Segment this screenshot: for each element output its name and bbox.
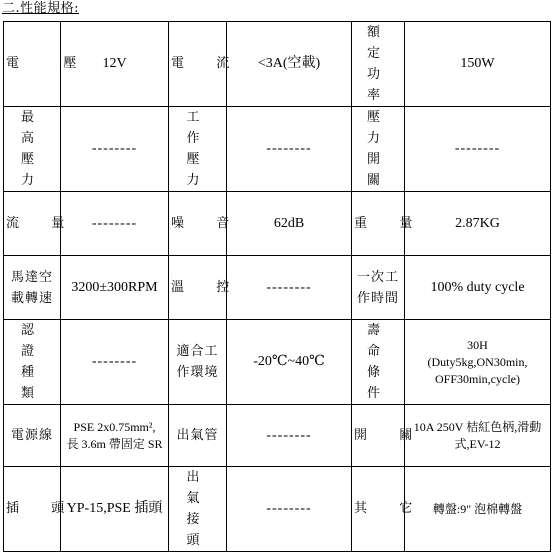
- table-row: [4, 467, 551, 552]
- table-row: [4, 320, 551, 405]
- value-duty-time: 100% duty cycle: [405, 256, 551, 320]
- label-lifetime-conditions: 壽 命 條 件: [352, 320, 405, 405]
- label-switch: 開 關: [352, 405, 405, 467]
- label-certification: 認 證 種 類: [4, 320, 61, 405]
- label-noise: 噪 音: [169, 192, 227, 256]
- value-air-hose: --------: [227, 405, 352, 467]
- value-switch: [405, 405, 551, 467]
- table-row: [4, 192, 551, 256]
- label-plug: 插 頭: [4, 467, 61, 552]
- value-pressure-switch: --------: [405, 107, 551, 192]
- value-motor-speed: 3200±300RPM: [61, 256, 169, 320]
- value-air-outlet-connector: --------: [227, 467, 352, 552]
- label-weight: 重 量: [352, 192, 405, 256]
- label-flow: 流 量: [4, 192, 61, 256]
- table-row: [4, 107, 551, 192]
- value-weight: 2.87KG: [405, 192, 551, 256]
- value-flow: --------: [61, 192, 169, 256]
- lifetime-duty: (Duty5kg,ON30min,: [427, 354, 528, 369]
- label-other: 其 它: [352, 467, 405, 552]
- label-rated-power: 額 定 功 率: [352, 22, 405, 107]
- switch-model: 式,EV-12: [454, 436, 501, 451]
- performance-spec-table: [3, 21, 551, 552]
- table-row: [4, 22, 551, 107]
- value-current: <3A(空載): [227, 22, 352, 107]
- lifetime-hours: 30H: [467, 337, 488, 352]
- value-working-pressure: --------: [227, 107, 352, 192]
- label-max-pressure: 最 高 壓 力: [4, 107, 61, 192]
- label-power-cord: 電源線: [4, 405, 61, 467]
- label-current: 電 流: [169, 22, 227, 107]
- table-row: [4, 405, 551, 467]
- power-cord-spec: PSE 2x0.75mm²,: [73, 419, 156, 434]
- label-voltage: 電 壓: [4, 22, 61, 107]
- power-cord-length: 長 3.6m 帶固定 SR: [66, 436, 163, 451]
- lifetime-cycle: OFF30min,cycle): [435, 371, 520, 386]
- label-temperature-control: 溫 控: [169, 256, 227, 320]
- label-motor-speed: 馬達空 載轉速: [4, 256, 61, 320]
- label-air-hose: 出氣管: [169, 405, 227, 467]
- label-pressure-switch: 壓 力 開 關: [352, 107, 405, 192]
- value-power-cord: [61, 405, 169, 467]
- value-max-pressure: --------: [61, 107, 169, 192]
- value-temperature-control: --------: [227, 256, 352, 320]
- table-row: [4, 256, 551, 320]
- value-certification: --------: [61, 320, 169, 405]
- label-duty-time: 一次工 作時間: [352, 256, 405, 320]
- value-plug: YP-15,PSE 插頭: [61, 467, 169, 552]
- label-working-environment: 適合工 作環境: [169, 320, 227, 405]
- value-lifetime-conditions: [405, 320, 551, 405]
- switch-spec: 10A 250V 桔紅色柄,滑動: [413, 419, 542, 434]
- value-noise: 62dB: [227, 192, 352, 256]
- label-air-outlet-connector: 出 氣 接 頭: [169, 467, 227, 552]
- value-other: 轉盤:9" 泡棉轉盤: [405, 467, 551, 552]
- label-working-pressure: 工 作 壓 力: [169, 107, 227, 192]
- value-rated-power: 150W: [405, 22, 551, 107]
- value-voltage: 12V: [61, 22, 169, 107]
- section-heading: 二.性能規格:: [2, 1, 80, 16]
- value-working-environment: -20℃~40℃: [227, 320, 352, 405]
